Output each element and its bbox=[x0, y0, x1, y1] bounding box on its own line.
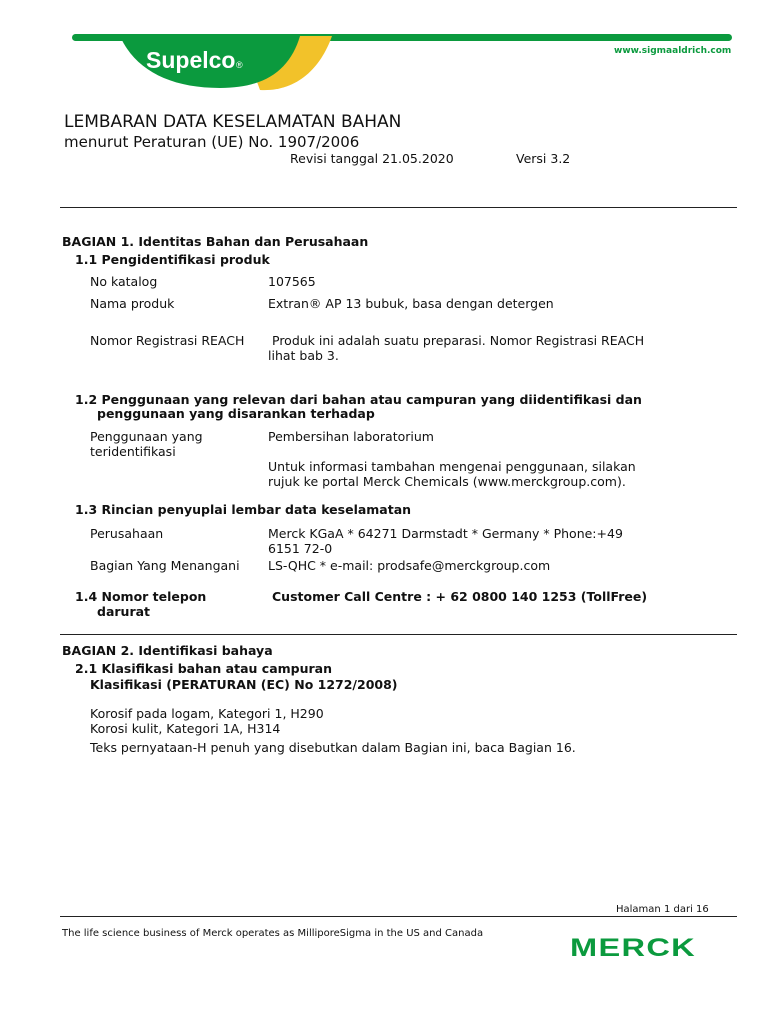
use-value: Pembersihan laboratorium bbox=[268, 429, 434, 444]
section-2-heading: BAGIAN 2. Identifikasi bahaya bbox=[62, 643, 273, 658]
section-1-3-heading: 1.3 Rincian penyuplai lembar data keselamatan bbox=[75, 502, 412, 517]
reach-value-line-2: lihat bab 3. bbox=[268, 348, 339, 363]
section-1-1-heading: 1.1 Pengidentifikasi produk bbox=[75, 252, 270, 267]
department-value[interactable]: LS-QHC * e-mail: prodsafe@merckgroup.com bbox=[268, 558, 551, 573]
footer-divider bbox=[60, 916, 737, 917]
classification-line-1: Korosif pada logam, Kategori 1, H290 bbox=[90, 706, 324, 721]
h-statement-note: Teks pernyataan-H penuh yang disebutkan dalam Bagian ini, baca Bagian 16. bbox=[90, 740, 576, 755]
document-subtitle: menurut Peraturan (UE) No. 1907/2006 bbox=[64, 133, 360, 151]
section-2-1-heading: 2.1 Klasifikasi bahan atau campuran bbox=[75, 661, 332, 676]
merck-logo-text: MERCK bbox=[570, 934, 696, 960]
section-1-2-heading-line-1: 1.2 Penggunaan yang relevan dari bahan atau campuran yang diidentifikasi dan bbox=[75, 392, 642, 407]
product-value: Extran® AP 13 bubuk, basa dengan detergen bbox=[268, 296, 554, 311]
classification-subheading: Klasifikasi (PERATURAN (EC) No 1272/2008) bbox=[90, 677, 398, 692]
supelco-logo bbox=[100, 30, 340, 100]
product-label: Nama produk bbox=[90, 296, 175, 311]
use-label-line-2: teridentifikasi bbox=[90, 444, 176, 459]
header-url[interactable]: www.sigmaaldrich.com bbox=[614, 46, 732, 56]
use-info-line-1: Untuk informasi tambahan mengenai penggunaan, silakan bbox=[268, 459, 636, 474]
section-1-heading: BAGIAN 1. Identitas Bahan dan Perusahaan bbox=[62, 234, 369, 249]
reach-value-line-1: Produk ini adalah suatu preparasi. Nomor Registrasi REACH bbox=[272, 333, 645, 348]
merck-logo bbox=[570, 934, 700, 960]
footer-note: The life science business of Merck operates as MilliporeSigma in the US and Canada bbox=[62, 928, 484, 939]
page-number: Halaman 1 dari 16 bbox=[616, 904, 709, 915]
document-title: LEMBARAN DATA KESELAMATAN BAHAN bbox=[64, 112, 402, 132]
divider bbox=[60, 207, 737, 208]
catalog-label: No katalog bbox=[90, 274, 158, 289]
reach-label: Nomor Registrasi REACH bbox=[90, 333, 245, 348]
section-1-4-heading-line-1: 1.4 Nomor telepon bbox=[75, 589, 207, 604]
catalog-value: 107565 bbox=[268, 274, 316, 289]
use-label-line-1: Penggunaan yang bbox=[90, 429, 203, 444]
company-value-line-1: Merck KGaA * 64271 Darmstadt * Germany * Phone:+49 bbox=[268, 526, 623, 541]
logo-brand-mark: ® bbox=[236, 60, 243, 70]
revision-date: Revisi tanggal 21.05.2020 bbox=[290, 151, 454, 166]
logo-brand-text: Supelco bbox=[146, 47, 236, 73]
company-value-line-2: 6151 72-0 bbox=[268, 541, 333, 556]
emergency-phone-value: Customer Call Centre : + 62 0800 140 1253 (TollFree) bbox=[272, 589, 648, 604]
divider bbox=[60, 634, 737, 635]
department-label: Bagian Yang Menangani bbox=[90, 558, 240, 573]
company-label: Perusahaan bbox=[90, 526, 164, 541]
section-1-2-heading-line-2: penggunaan yang disarankan terhadap bbox=[97, 406, 375, 421]
use-info-line-2: rujuk ke portal Merck Chemicals (www.merckgroup.com). bbox=[268, 474, 626, 489]
classification-line-2: Korosi kulit, Kategori 1A, H314 bbox=[90, 721, 281, 736]
section-1-4-heading-line-2: darurat bbox=[97, 604, 151, 619]
version: Versi 3.2 bbox=[516, 151, 571, 166]
